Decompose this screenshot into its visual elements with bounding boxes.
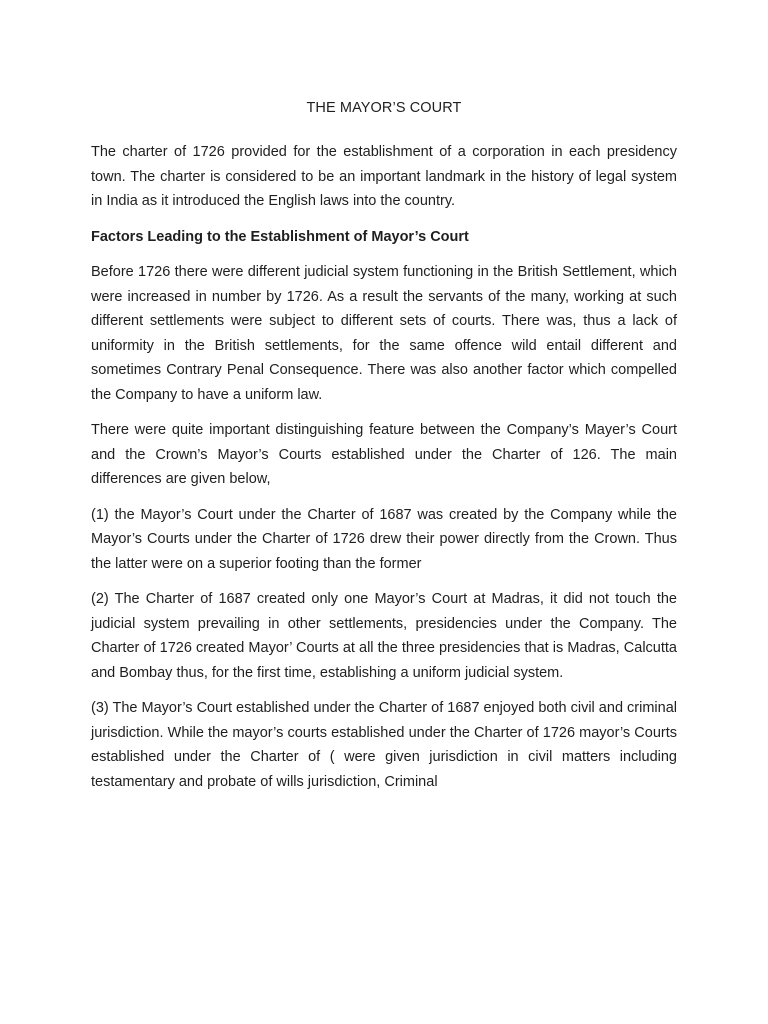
- document-title: THE MAYOR’S COURT: [306, 100, 462, 116]
- body-paragraph-differences-intro: There were quite important distinguishing feature between the Company’s Mayer’s Court and the Crown’s Mayor’s Courts established under the Charter of 126. The main differences are given below,: [91, 422, 677, 487]
- document-body: [91, 96, 677, 805]
- section-heading: Factors Leading to the Establishment of Mayor’s Court: [91, 228, 469, 245]
- body-paragraph-difference-1: (1) the Mayor’s Court under the Charter of 1687 was created by the Company while the Mayor’s Courts under the Charter of 1726 drew their power directly from the Crown. Thus the latter were on a superior footing than the former: [91, 506, 677, 572]
- body-paragraph-difference-2: (2) The Charter of 1687 created only one Mayor’s Court at Madras, it did not touch the judicial system prevailing in other settlements, presidencies under the Company. The Charter of 1726 created Mayor’ Courts at all the three presidencies that is Madras, Calcutta and Bombay thus, for the first time, establishing a uniform judicial system.: [91, 591, 677, 681]
- body-paragraph-difference-3: (3) The Mayor’s Court established under the Charter of 1687 enjoyed both civil and criminal jurisdiction. While the mayor’s courts established under the Charter of 1726 mayor’s Courts established under the Charter of ( were given jurisdiction in civil matters including testamentary and probate of wills jurisdiction, Criminal: [91, 700, 677, 790]
- intro-paragraph: The charter of 1726 provided for the establishment of a corporation in each presidency town. The charter is considered to be an important landmark in the history of legal system in India as it introduced the English laws into the country.: [91, 144, 677, 209]
- body-paragraph-factors: Before 1726 there were different judicial system functioning in the British Settlement, which were increased in number by 1726. As a result the servants of the many, working at such different settlements were subject to different sets of courts. There was, thus a lack of uniformity in the British settlements, for the same offence wild entail different and sometimes Contrary Penal Consequence. There was also another factor which compelled the Company to have a uniform law.: [91, 264, 677, 403]
